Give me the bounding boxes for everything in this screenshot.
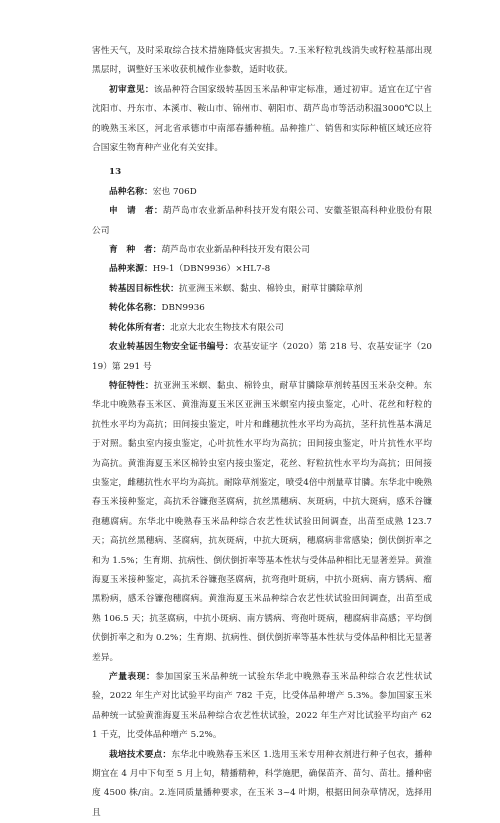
entry-number: 13 — [109, 167, 122, 178]
field-label: 育 种 者： — [109, 245, 162, 256]
field-value: H9-1（DBN9936）×HL7-8 — [152, 264, 271, 275]
field-transformant-owner — [92, 319, 432, 338]
review-opinion-label: 初审意见： — [109, 84, 154, 95]
field-value: DBN9936 — [161, 303, 205, 314]
field-value: 宏也 706D — [152, 186, 197, 197]
field-target-traits — [92, 280, 432, 299]
traits-text: 抗亚洲玉米螟、黏虫、棉铃虫，耐草甘膦除草剂转基因玉米杂交种。东华北中晚熟春玉米区、黄淮海夏玉米区亚洲玉米螟室内接虫鉴定，心叶、花丝和籽粒的抗性水平均为高抗；田间接虫鉴定，叶片和雌穗抗性水平均为高抗，茎秆抗性基本满足于对照。黏虫室内接虫鉴定，心叶抗性水平均为高抗；田间接虫鉴定，叶片抗性水平均为高抗。黄淮海夏玉米区棉铃虫室内接虫鉴定，花丝、籽粒抗性水平均为高抗；田间接虫鉴定，雌穗抗性水平均为高抗。耐除草剂鉴定，喷受4倍中剂量草甘膦。东华北中晚熟春玉米接种鉴定，高抗禾谷镰孢茎腐病，抗丝黑穗病、灰斑病，中抗大斑病，感禾谷镰孢穗腐病。东华北中晚熟春玉米品种综合农艺性状试验田间调查，出苗至成熟 123.7 天；高抗丝黑穗病、茎腐病，抗灰斑病，中抗大斑病，穗腐病非常感染；倒伏倒折率之和为 1.5%；生育期、抗病性、倒伏倒折率等基本性状与受体品种相比无显著差异。黄淮海夏玉米接种鉴定，高抗禾谷镰孢茎腐病，抗弯孢叶斑病，中抗小斑病、南方锈病、瘤黑粉病，感禾谷镰孢穗腐病。黄淮海夏玉米品种综合农艺性状试验田间调查，出苗至成熟 106.5 天；抗茎腐病，中抗小斑病、南方锈病、弯孢叶斑病，穗腐病非高感；平均倒伏倒折率之和为 0.2%；生育期、抗病性、倒伏倒折率等基本性状与受体品种相比无显著差异。 — [92, 380, 433, 663]
traits-label: 特征特性： — [109, 380, 154, 391]
cultivation-label: 栽培技术要点： — [109, 749, 172, 760]
field-value: 葫芦岛市农业新品种科技开发有限公司 — [161, 245, 310, 256]
field-label: 申 请 者： — [109, 206, 163, 217]
field-value: 葫芦岛市农业新品种科技开发有限公司、安徽荃银高科种业股份有限公司 — [92, 206, 432, 236]
field-label: 转化体所有者： — [109, 322, 171, 333]
field-value: 抗亚洲玉米螟、黏虫、棉铃虫，耐草甘膦除草剂 — [178, 283, 363, 294]
review-opinion-paragraph — [92, 81, 432, 159]
field-variety-source — [92, 260, 432, 279]
review-opinion-text: 该品种符合国家级转基因玉米品种审定标准，通过初审。适宜在辽宁省沈阳市、丹东市、本溪市、鞍山市、锦州市、朝阳市、葫芦岛市等活动积温3000℃以上的晚熟玉米区，河北省承德市中南部春播种植。品种推广、销售和实际种植区域还应符合国家生物育种产业化有关安排。 — [92, 84, 433, 154]
field-transformant-name — [92, 299, 432, 318]
intro-continuation-paragraph — [92, 42, 432, 81]
field-label: 转基因目标性状： — [109, 283, 179, 294]
cultivation-text: 东华北中晚熟春玉米区 1.选用玉米专用种衣剂进行种子包衣，播种期宜在 4 月中下旬至 5 月上旬，精播精种，科学施肥，确保苗齐、苗匀、苗壮。播种密度 4500 株/亩。2.连同质量播种要求，在玉米 3~4 叶期，根据田间杂草情况，选择用且 — [92, 749, 432, 818]
field-value: 农基安证字（2020）第 218 号、农基安证字（2019）第 291 号 — [92, 342, 432, 372]
field-label: 品种来源： — [109, 264, 153, 275]
document-body — [92, 42, 432, 823]
intro-continuation-text: 害性天气，及时采取综合技术措施降低灾害损失。7.玉米籽粒乳线消失或籽粒基部出现黑层时，调整好玉米收获机械作业参数，适时收获。 — [92, 46, 432, 76]
yield-text: 参加国家玉米品种统一试验东华北中晚熟春玉米品种综合农艺性状试验，2022 年生产对比试验平均亩产 782 千克，比受体品种增产 5.3%。参加国家玉米品种统一试验黄淮海夏玉米品种综合农艺性状试验，2022 年生产对比试验平均亩产 621 千克，比受体品种增产 5.2%。 — [92, 672, 433, 741]
field-breeder — [92, 241, 432, 260]
field-variety-name — [92, 183, 432, 202]
field-label: 品种名称： — [109, 186, 153, 197]
field-safety-certificate — [92, 338, 432, 377]
field-applicant — [92, 202, 432, 241]
field-label: 农业转基因生物安全证书编号： — [109, 342, 234, 353]
cultivation-paragraph — [92, 746, 432, 823]
traits-paragraph — [92, 377, 432, 668]
yield-label: 产量表现： — [109, 672, 156, 682]
yield-paragraph — [92, 668, 432, 746]
field-value: 北京大北农生物技术有限公司 — [170, 322, 284, 333]
field-label: 转化体名称： — [109, 303, 162, 314]
